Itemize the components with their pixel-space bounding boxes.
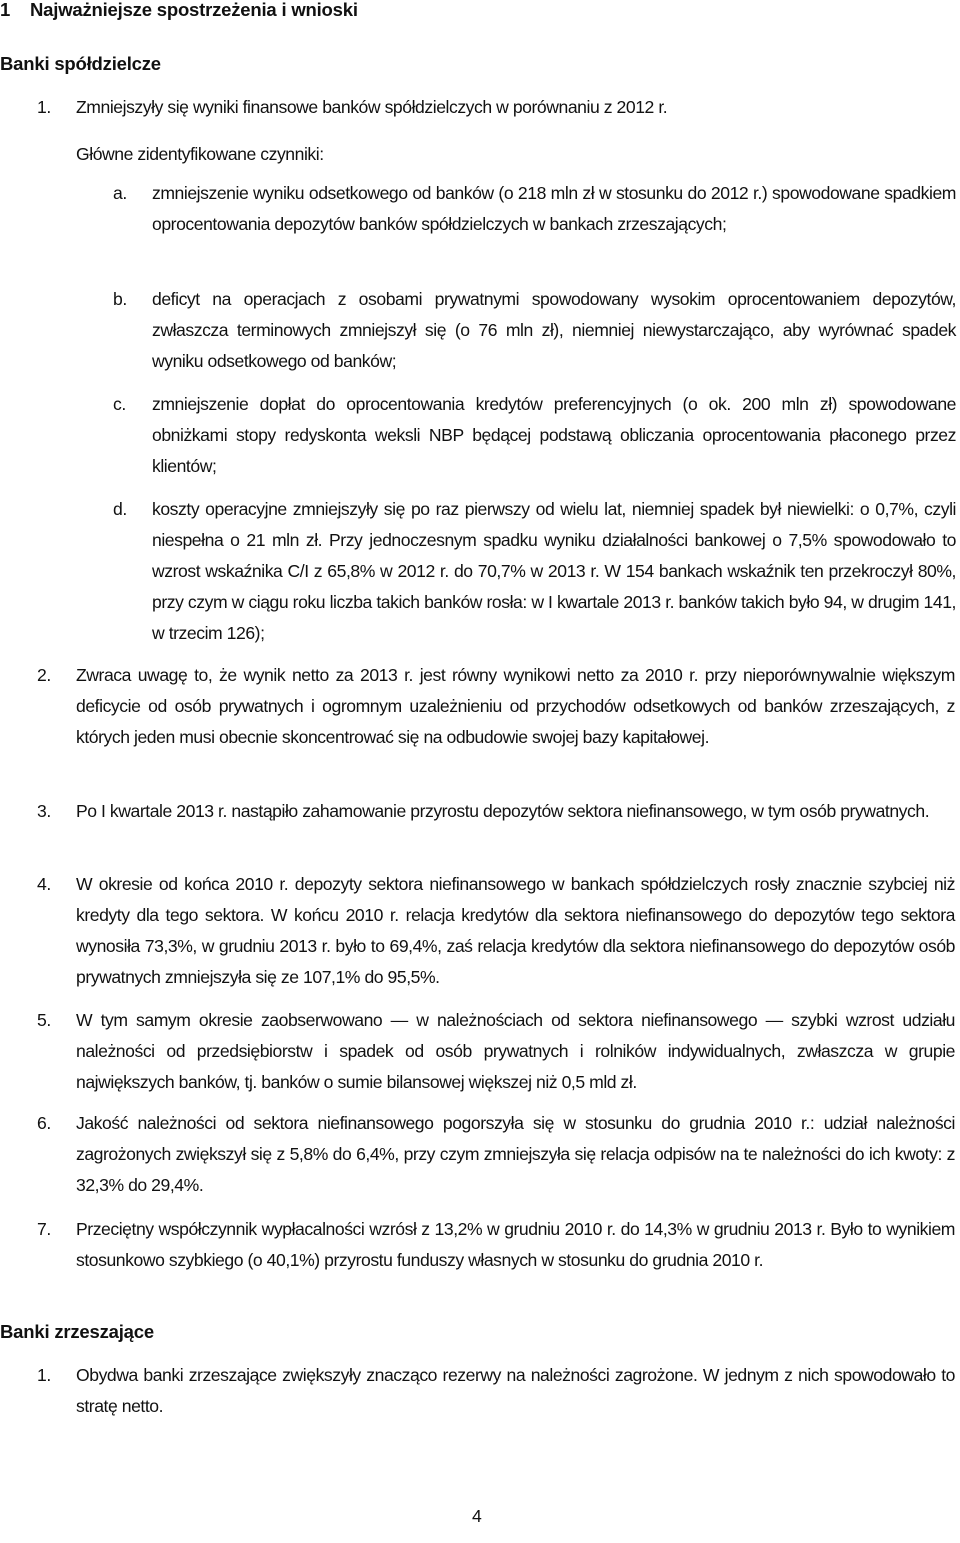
- list-item-letter: b.: [113, 289, 127, 309]
- list-item-text: deficyt na operacjach z osobami prywatnymi spowodowany wysokim oprocentowaniem depozytów, zwłaszcza terminowych zmniejszył się (o 76 mln zł), niemniej niewystarczająco, aby wyrównać spadek wyniku odsetkowego od banków;: [152, 289, 956, 371]
- list-item-text: W okresie od końca 2010 r. depozyty sektora niefinansowego w bankach spółdzielczych rosły znacznie szybciej niż kredyty dla tego sektora. W końcu 2010 r. relacja kredytów dla sektora niefinansowego do depozytów tego sektora wynosiła 73,3%, w grudniu 2013 r. było to 69,4%, zaś relacja kredytów dla sektora niefinansowego do depozytów osób prywatnych zmniejszyła się ze 107,1% do 95,5%.: [76, 874, 955, 987]
- list-item-text: Po I kwartale 2013 r. nastąpiło zahamowanie przyrostu depozytów sektora niefinansowego, w tym osób prywatnych.: [76, 801, 930, 821]
- list-item-text: Jakość należności od sektora niefinansowego pogorszyła się w stosunku do grudnia 2010 r.: udział należności zagrożonych zwiększył się z 5,8% do 6,4%, przy czym zmniejszyła się relacja odpisów na te należności do ich kwoty: z 32,3% do 29,4%.: [76, 1113, 955, 1195]
- list-item-text: zmniejszenie wyniku odsetkowego od banków (o 218 mln zł w stosunku do 2012 r.) spowodowane spadkiem oprocentowania depozytów banków spółdzielczych w bankach zrzeszających;: [152, 183, 956, 234]
- list-item-number: 7.: [37, 1219, 51, 1239]
- list-item-letter: a.: [113, 183, 127, 203]
- list-item-letter: d.: [113, 499, 127, 519]
- list-item-text: zmniejszenie dopłat do oprocentowania kredytów preferencyjnych (o ok. 200 mln zł) spowodowane obniżkami stopy redyskonta weksli NBP będącej podstawą obliczania oprocentowania płaconego przez klientów;: [152, 394, 956, 476]
- list-item-letter: c.: [113, 394, 126, 414]
- list-item-text: Przeciętny współczynnik wypłacalności wzrósł z 13,2% w grudniu 2010 r. do 14,3% w grudniu 2013 r. Było to wynikiem stosunkowo szybkiego (o 40,1%) przyrostu funduszy własnych w stosunku do grudnia 2010 r.: [76, 1219, 955, 1270]
- chapter-number: 1: [0, 0, 11, 20]
- list-item-number: 4.: [37, 874, 51, 894]
- list-item-text: W tym samym okresie zaobserwowano — w należnościach od sektora niefinansowego — szybki wzrost udziału należności od przedsiębiorstw i spadek od osób prywatnych i rolników indywidualnych, zwłaszcza w grupie największych banków, tj. banków o sumie bilansowej większej niż 0,5 mld zł.: [76, 1010, 955, 1092]
- list-item-text: koszty operacyjne zmniejszyły się po raz pierwszy od wielu lat, niemniej spadek był niewielki: o 0,7%, czyli niespełna o 21 mln zł. Przy jednoczesnym spadku wyniku działalności bankowej o 7,5% spowodowało to wzrost wskaźnika C/I z 65,8% w 2012 r. do 70,7% w 2013 r. W 154 bankach wskaźnik ten przekroczył 80%, przy czym w ciągu roku liczba takich banków rosła: w I kwartale 2013 r. banków takich było 94, w drugim 141, w trzecim 126);: [152, 499, 956, 643]
- list-item-number: 1.: [37, 97, 51, 117]
- list-item-number: 6.: [37, 1113, 51, 1133]
- chapter-heading: [0, 0, 358, 21]
- list-item-text: Zwraca uwagę to, że wynik netto za 2013 r. jest równy wynikowi netto za 2010 r. przy nieporównywalnie większym deficycie od osób prywatnych i ogromnym uzależnieniu od przychodów odsetkowych od banków zrzeszających, z których jeden musi obecnie skoncentrować się na odbudowie swojej bazy kapitałowej.: [76, 665, 955, 747]
- list-item-text: Obydwa banki zrzeszające zwiększyły znacząco rezerwy na należności zagrożone. W jednym z nich spowodowało to stratę netto.: [76, 1365, 955, 1416]
- factors-intro: Główne zidentyfikowane czynniki:: [76, 144, 324, 164]
- section-title-banki-spoldzielcze: Banki spółdzielcze: [0, 53, 161, 74]
- chapter-title: Najważniejsze spostrzeżenia i wnioski: [30, 0, 358, 20]
- list-item-number: 1.: [37, 1365, 51, 1385]
- page-number: 4: [472, 1506, 482, 1526]
- list-item-number: 2.: [37, 665, 51, 685]
- list-item-text: Zmniejszyły się wyniki finansowe banków spółdzielczych w porównaniu z 2012 r.: [76, 97, 668, 117]
- section-title-banki-zrzeszajace: Banki zrzeszające: [0, 1321, 154, 1342]
- list-item-number: 3.: [37, 801, 51, 821]
- list-item-number: 5.: [37, 1010, 51, 1030]
